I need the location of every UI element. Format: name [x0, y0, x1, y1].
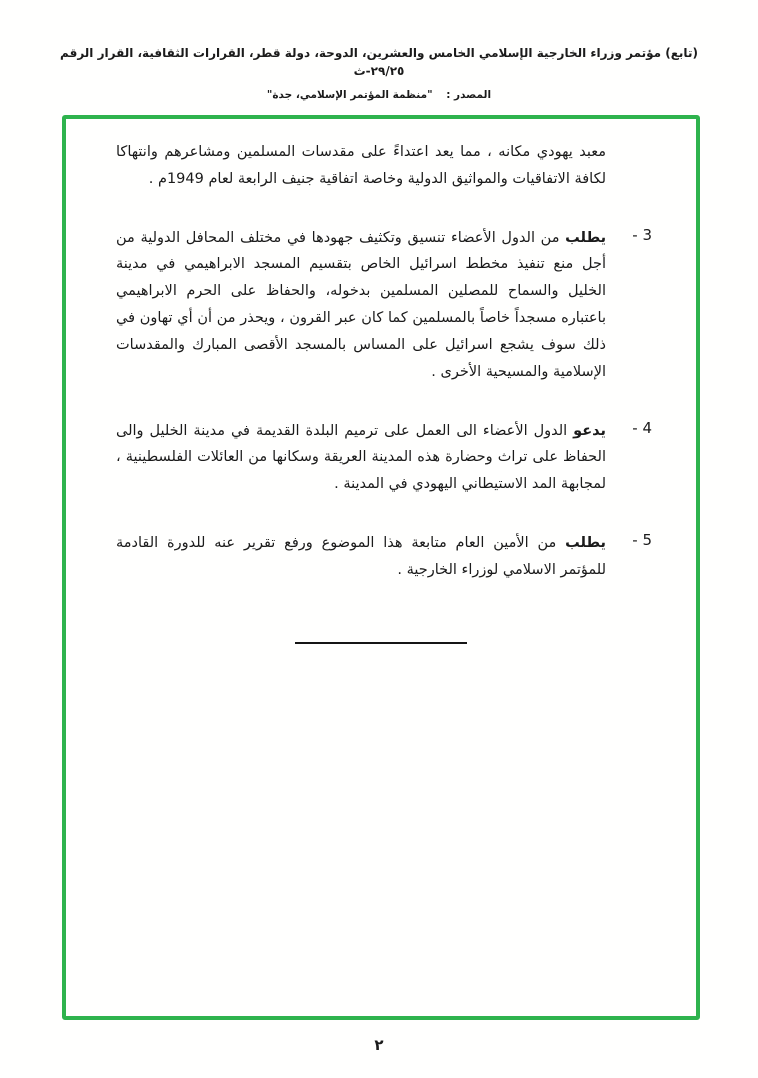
- header-source: [55, 89, 703, 101]
- content-frame: [62, 115, 700, 1020]
- item-body-text: من الأمين العام متابعة هذا الموضوع ورفع تقرير عنه للدورة القادمة للمؤتمر الاسلامي لوزراء الخارجية .: [116, 534, 606, 578]
- list-item-5: [110, 530, 652, 584]
- item-number: 3 -: [632, 225, 652, 244]
- section-divider: [295, 642, 467, 644]
- item-text: [116, 225, 606, 386]
- intro-paragraph: معبد يهودي مكانه ، مما يعد اعتداءً على مقدسات المسلمين ومشاعرهم وانتهاكا لكافة الاتفاقيات والمواثيق الدولية وخاصة اتفاقية جنيف الرابعة لعام 1949م .: [116, 144, 606, 187]
- item-number: 5 -: [632, 530, 652, 549]
- source-value: "منظمة المؤتمر الإسلامي، جدة": [266, 89, 433, 101]
- item-text: [116, 530, 606, 584]
- document-header: [55, 44, 703, 101]
- item-number: 4 -: [632, 418, 652, 437]
- item-lead: يدعو: [573, 422, 606, 439]
- item-lead: يطلب: [565, 229, 607, 246]
- item-body-text: الدول الأعضاء الى العمل على ترميم البلدة القديمة في مدينة الخليل والى الحفاظ على تراث وحضارة هذه المدينة العريقة وسكانها من العائلات الفلسطينية ، لمجابهة المد الاستيطاني اليهودي في المدينة .: [116, 422, 606, 493]
- list-item-3: [110, 225, 652, 386]
- item-lead: يطلب: [565, 534, 606, 551]
- source-label: المصدر :: [446, 89, 492, 101]
- item-text: [116, 418, 606, 498]
- page-number: ٢: [374, 1036, 384, 1054]
- list-item-4: [110, 418, 652, 498]
- item-body-text: من الدول الأعضاء تنسيق وتكثيف جهودها في مختلف المحافل الدولية من أجل منع تنفيذ مخطط اسرائيل الخاص بتقسيم المسجد الابراهيمي في مدينة الخليل والسماح للمصلين المسلمين بدخوله، والحفاظ على الحرم الابراهيمي باعتباره مسجداً خاصاً بالمسلمين كما كان عبر القرون ، ويحذر من أن أي تهاون في ذلك سوف يشجع اسرائيل على المساس بالمسجد الأقصى المبارك والمقدسات الإسلامية والمسيحية الأخرى .: [116, 229, 606, 380]
- header-title: (تابع) مؤتمر وزراء الخارجية الإسلامي الخامس والعشرين، الدوحة، دولة قطر، القرارات الثقافية، القرار الرقم ٢٩/٢٥-ث: [60, 46, 698, 78]
